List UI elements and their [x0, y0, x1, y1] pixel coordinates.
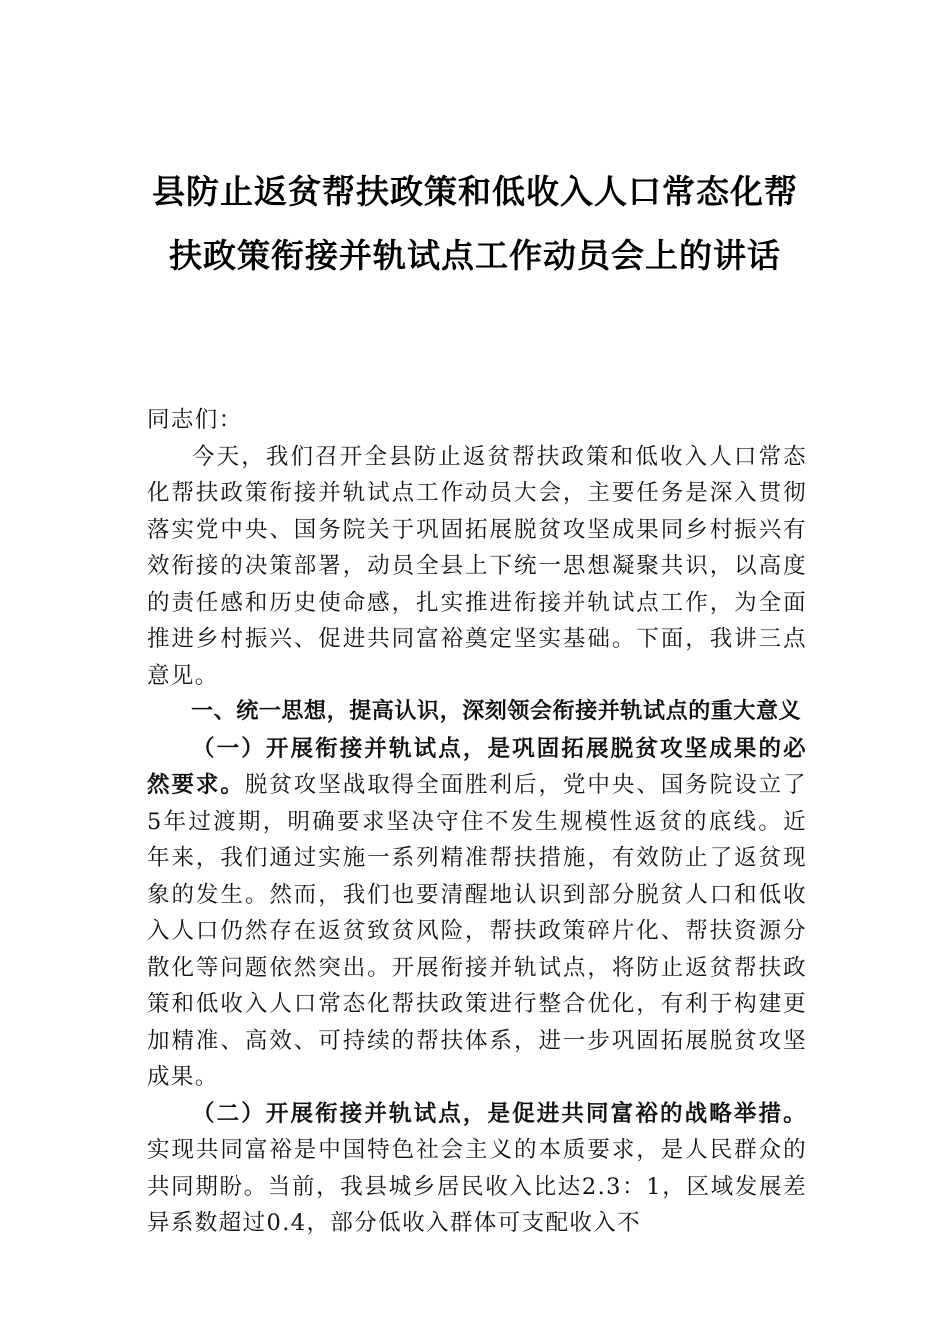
intro-paragraph: 今天，我们召开全县防止返贫帮扶政策和低收入人口常态化帮扶政策衔接并轨试点工作动员大会，主要任务是深入贯彻落实党中央、国务院关于巩固拓展脱贫攻坚成果同乡村振兴有效衔接的决策部署，动员全县上下统一思想凝聚共识，以高度的责任感和历史使命感，扎实推进衔接并轨试点工作，为全面推进乡村振兴、促进共同富裕奠定坚实基础。下面，我讲三点意见。 — [147, 443, 807, 689]
salutation: 同志们： — [147, 407, 243, 433]
subsection-lead-1: （一）开展衔接并轨试点，是巩固拓展脱贫攻坚成果的必然要求。 — [147, 735, 807, 798]
document-title: 县防止返贫帮扶政策和低收入人口常态化帮扶政策衔接并轨试点工作动员会上的讲话 — [152, 172, 798, 275]
subsection-body-2: 实现共同富裕是中国特色社会主义的本质要求，是人民群众的共同期盼。当前，我县城乡居民收入比达2.3：1，区域发展差异系数超过0.4，部分低收入群体可支配收入不 — [147, 1137, 807, 1236]
subsection-paragraph-1 — [147, 731, 807, 1096]
subsection-paragraph-2 — [147, 1096, 807, 1242]
subsection-lead-2: （二）开展衔接并轨试点，是促进共同富裕的战略举措。 — [192, 1100, 807, 1127]
section-heading-1: 一、统一思想，提高认识，深刻领会衔接并轨试点的重大意义 — [191, 699, 802, 724]
subsection-body-1: 脱贫攻坚战取得全面胜利后，党中央、国务院设立了5年过渡期，明确要求坚决守住不发生规模性返贫的底线。近年来，我们通过实施一系列精准帮扶措施，有效防止了返贫现象的发生。然而，我们也要清醒地认识到部分脱贫人口和低收入人口仍然存在返贫致贫风险，帮扶政策碎片化、帮扶资源分散化等问题依然突出。开展衔接并轨试点，将防止返贫帮扶政策和低收入人口常态化帮扶政策进行整合优化，有利于构建更加精准、高效、可持续的帮扶体系，进一步巩固拓展脱贫攻坚成果。 — [147, 772, 808, 1090]
document-body — [147, 402, 807, 1242]
